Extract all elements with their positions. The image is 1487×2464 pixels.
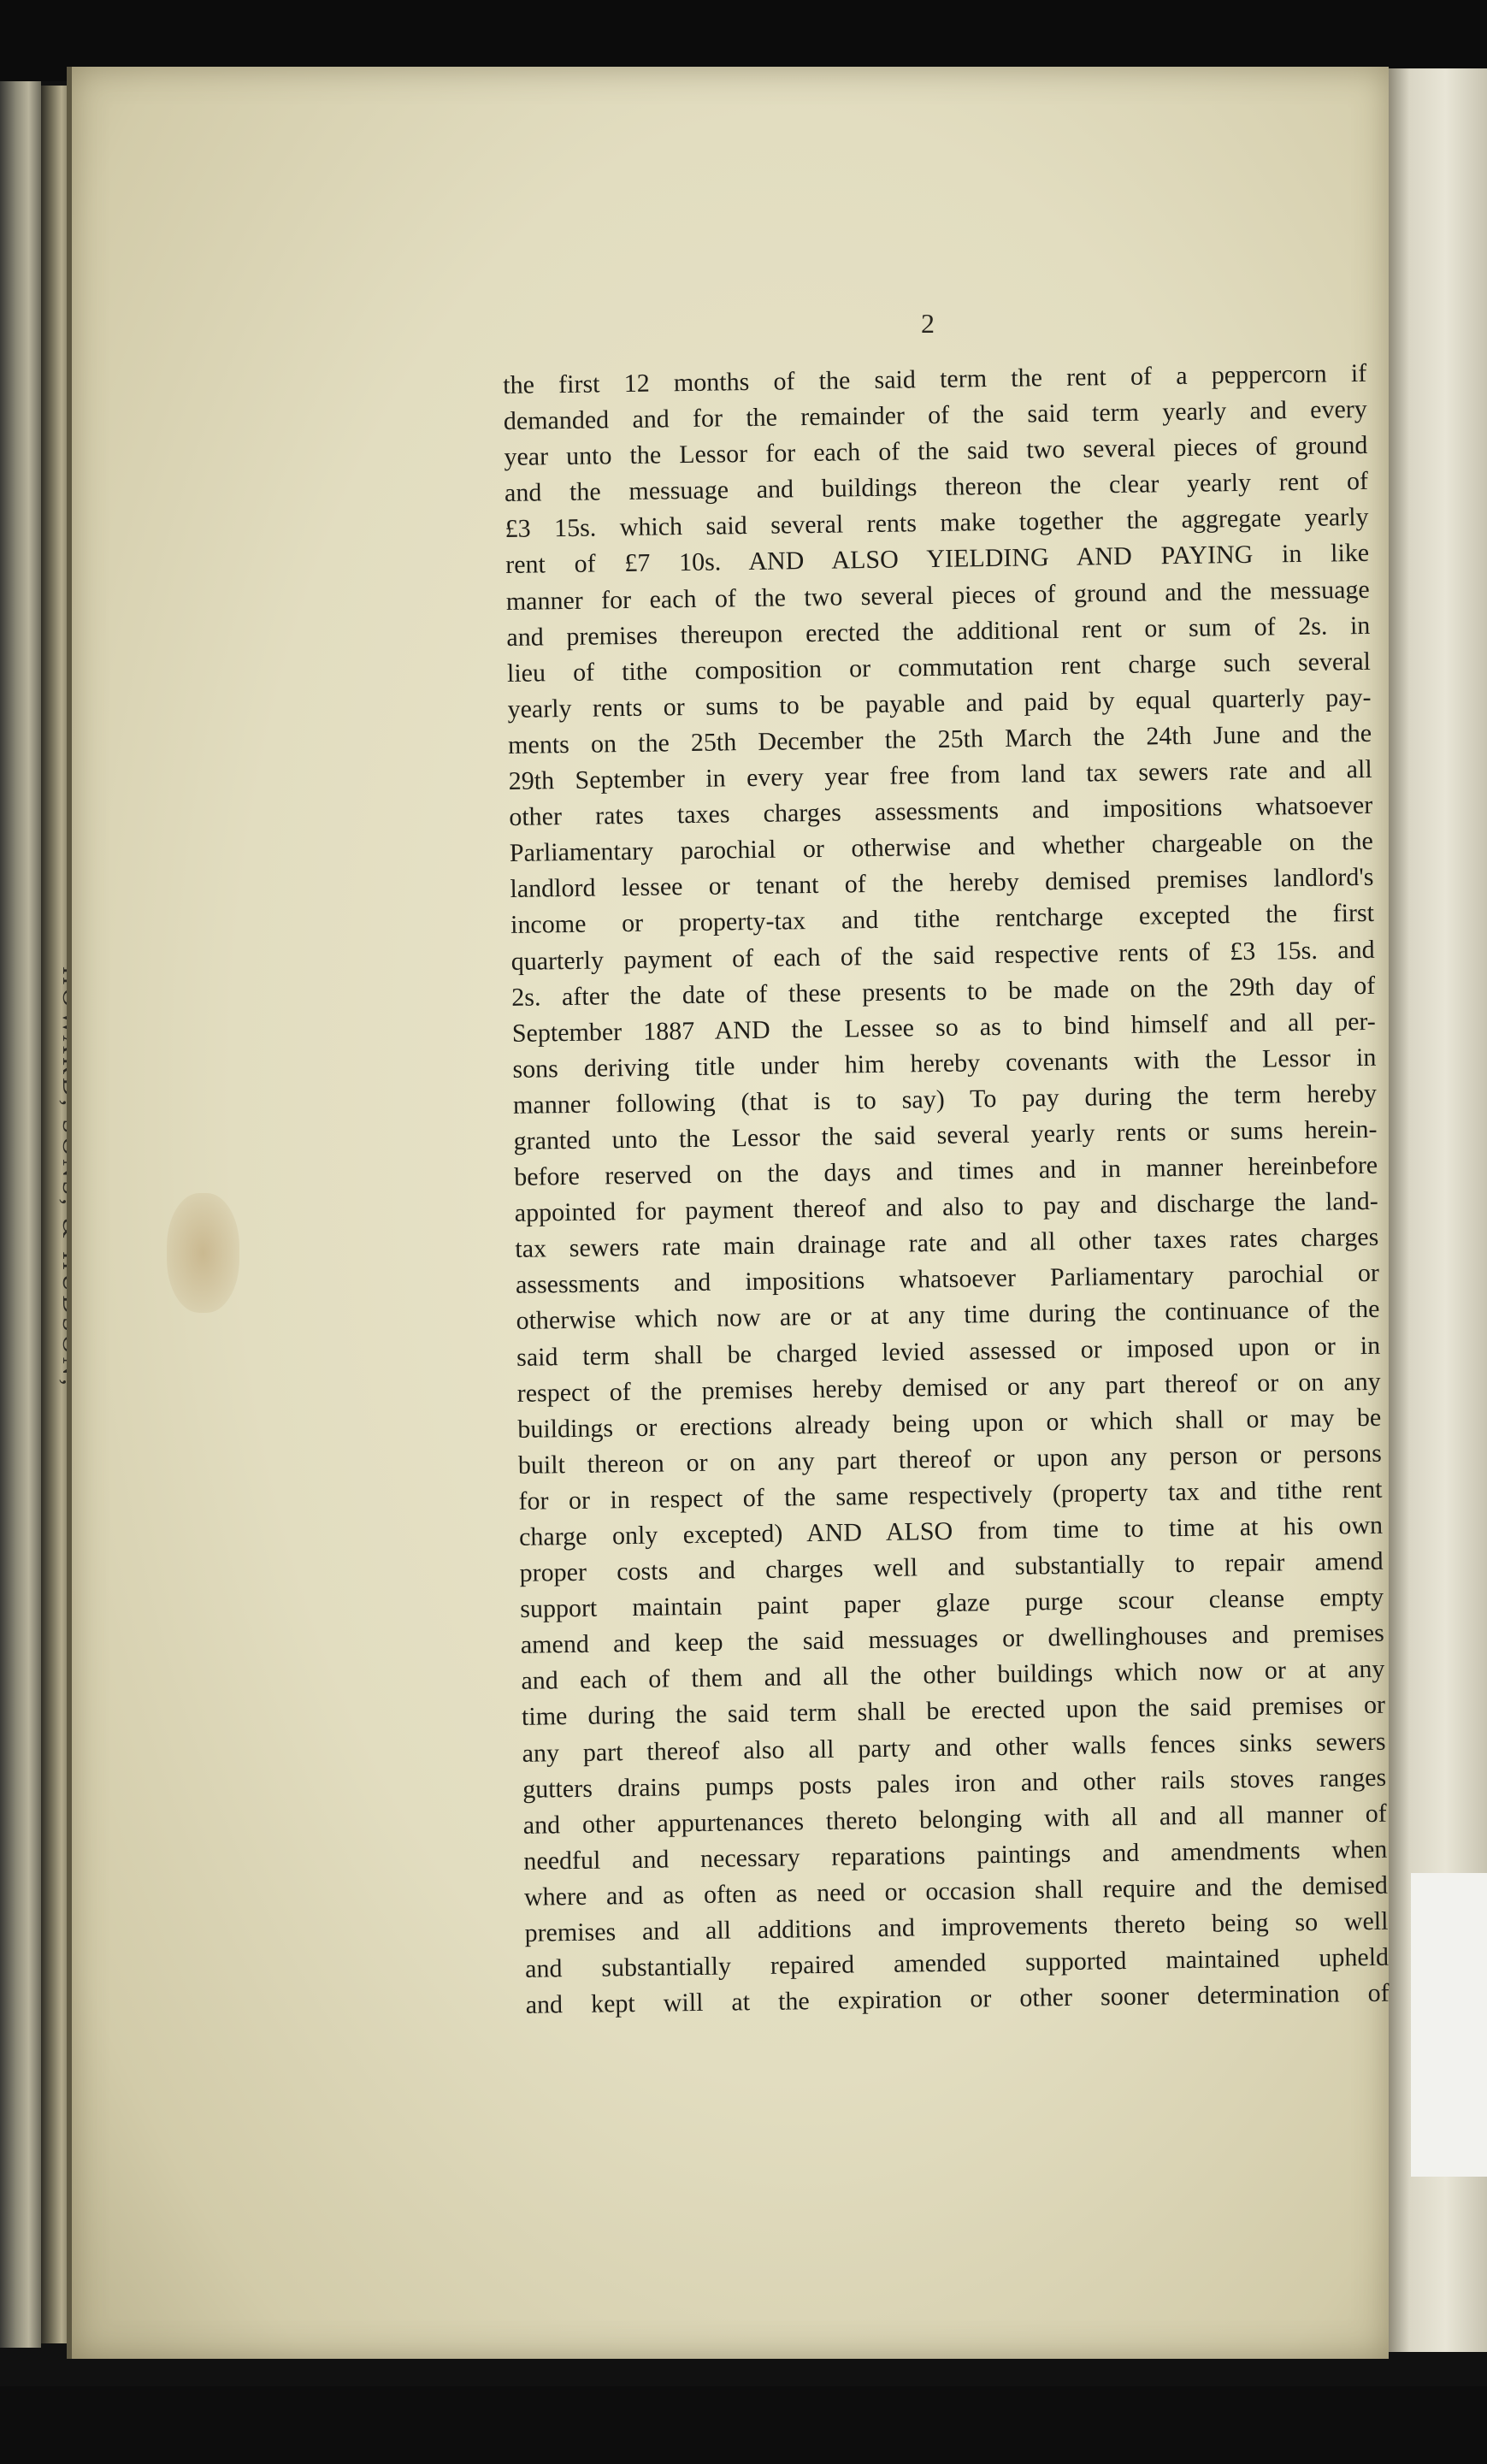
paper-tab	[1411, 1873, 1487, 2177]
text-line: tax sewers rate main drainage rate and all other taxes rates charges	[515, 1223, 1379, 1264]
text-line: lieu of tithe composition or commutation rent charge such several	[506, 647, 1372, 688]
text-line: demanded and for the remainder of the said term yearly and every	[503, 394, 1368, 436]
text-line: and the messuage and buildings thereon the clear yearly rent of	[504, 467, 1369, 508]
text-line: gutters drains pumps posts pales iron and other rails stoves ranges	[522, 1763, 1387, 1804]
page-number: 2	[921, 308, 935, 339]
text-line: appointed for payment thereof and also to pay and discharge the land-	[514, 1186, 1378, 1228]
text-line: the first 12 months of the said term the rent of a peppercorn if	[503, 358, 1367, 399]
text-line: rent of £7 10s. AND ALSO YIELDING AND PAYING in like	[505, 539, 1370, 580]
text-line: proper costs and charges well and substantially to repair amend	[519, 1546, 1384, 1587]
text-line: otherwise which now are or at any time during the continuance of the	[516, 1295, 1380, 1336]
text-line: premises and all additions and improvements thereto being so well	[524, 1906, 1389, 1947]
text-line: buildings or erections already being upon or which shall or may be	[517, 1403, 1382, 1444]
text-line: before reserved on the days and times and in manner hereinbefore	[513, 1150, 1378, 1191]
text-line: for or in respect of the same respectively (property tax and tithe rent	[518, 1474, 1383, 1516]
text-line: where and as often as need or occasion shall require and the demised	[523, 1870, 1389, 1912]
text-line: amend and keep the said messuages or dwellinghouses and premises	[520, 1619, 1384, 1660]
text-line: assessments and impositions whatsoever Parliamentary parochial or	[515, 1259, 1380, 1300]
text-line: time during the said term shall be erected upon the said premises or	[521, 1691, 1386, 1732]
text-line: September 1887 AND the Lessee so as to bind himself and all per-	[511, 1007, 1376, 1048]
text-line: said term shall be charged levied assessed or imposed upon or in	[516, 1331, 1381, 1372]
text-line: quarterly payment of each of the said respective rents of £3 15s. and	[510, 935, 1375, 976]
text-line: manner for each of the two several pieces of ground and the messuage	[505, 575, 1370, 616]
text-line: income or property-tax and tithe rentcharge excepted the first	[510, 899, 1375, 940]
text-line: year unto the Lessor for each of the said two several pieces of ground	[504, 431, 1368, 472]
text-line: and other appurtenances thereto belonging with all and all manner of	[522, 1799, 1387, 1840]
text-line: support maintain paint paper glaze purge scour cleanse empty	[520, 1582, 1384, 1624]
text-line: landlord lessee or tenant of the hereby demised premises landlord's	[510, 863, 1374, 904]
text-line: ments on the 25th December the 25th March the 24th June and the	[507, 718, 1372, 759]
text-line: needful and necessary reparations paintings and amendments when	[523, 1835, 1388, 1876]
scan-background-bottom	[0, 2386, 1487, 2464]
text-line: sons deriving title under him hereby covenants with the Lessor in	[512, 1043, 1377, 1084]
text-line: granted unto the Lessor the said several yearly rents or sums herein-	[513, 1114, 1378, 1155]
text-line: and premises thereupon erected the additional rent or sum of 2s. in	[506, 611, 1371, 652]
text-line: built thereon or on any part thereof or upon any person or persons	[517, 1439, 1383, 1480]
text-line: 2s. after the date of these presents to be made on the 29th day of	[511, 971, 1376, 1012]
document-body	[503, 356, 1390, 2024]
text-line: £3 15s. which said several rents make together the aggregate yearly	[505, 503, 1369, 544]
text-line: and each of them and all the other buildings which now or at any	[521, 1655, 1385, 1696]
text-line: other rates taxes charges assessments and impositions whatsoever	[509, 790, 1373, 832]
text-line: 29th September in every year free from land tax sewers rate and all	[508, 754, 1372, 795]
page-stain	[167, 1193, 239, 1313]
text-line: any part thereof also all party and other walls fences sinks sewers	[522, 1727, 1386, 1768]
text-line: Parliamentary parochial or otherwise and whether chargeable on the	[509, 827, 1374, 868]
text-line: respect of the premises hereby demised or any part thereof or on any	[516, 1367, 1381, 1408]
text-line: and substantially repaired amended supported maintained upheld	[524, 1942, 1390, 1983]
text-line: and kept will at the expiration or other sooner determination of	[525, 1978, 1390, 2020]
text-line: manner following (that is to say) To pay during the term hereby	[512, 1078, 1378, 1120]
text-line: charge only excepted) AND ALSO from time to time at his own	[518, 1510, 1384, 1551]
text-line: yearly rents or sums to be payable and paid by equal quarterly pay-	[507, 682, 1372, 724]
book-edge	[0, 81, 41, 2348]
